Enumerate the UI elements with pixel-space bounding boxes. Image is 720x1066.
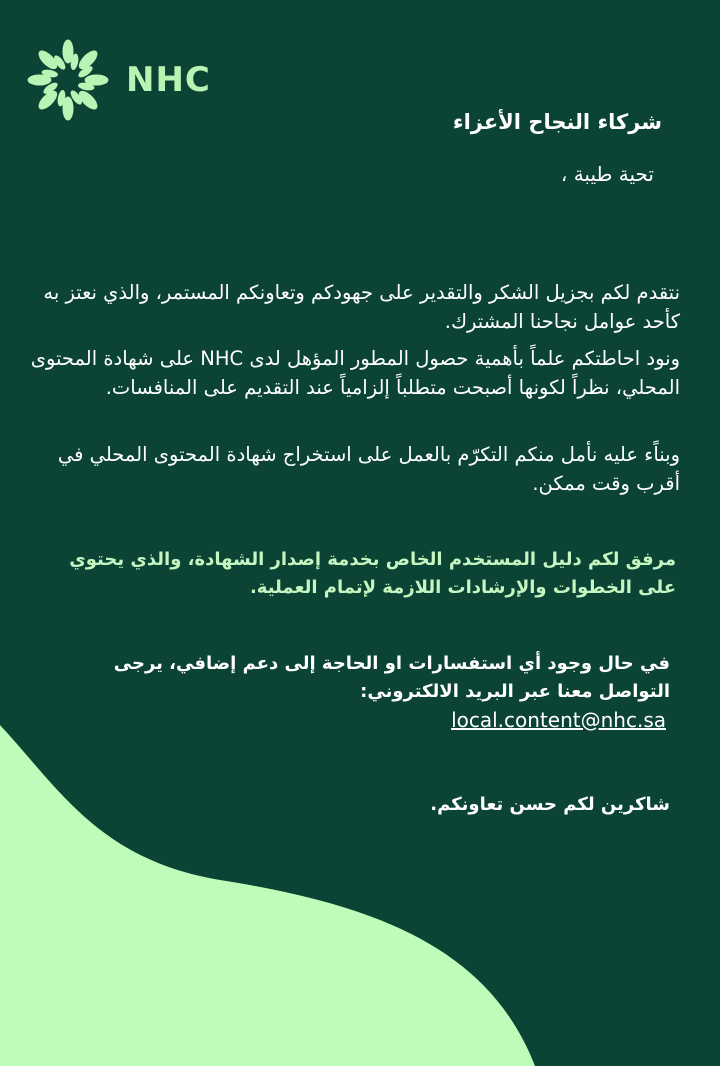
support-note: في حال وجود أي استفسارات او الحاجة إلى دعم إضافي، يرجى التواصل معنا عبر البريد الالكتروني:: [113, 653, 670, 702]
closing-line: شاكرين لكم حسن تعاونكم.: [430, 794, 670, 815]
letter-greeting: تحية طيبة ،: [560, 162, 654, 186]
letter-title: شركاء النجاح الأعزاء: [452, 110, 662, 134]
leaf-wreath-icon: [20, 34, 116, 126]
paragraph-request: وبناًء عليه نأمل منكم التكرّم بالعمل على استخراج شهادة المحتوى المحلي في أقرب وقت ممكن.: [57, 443, 680, 495]
logo-wordmark: NHC: [126, 60, 211, 100]
nhc-logo: [20, 34, 211, 126]
attachment-note: مرفق لكم دليل المستخدم الخاص بخدمة إصدار الشهادة، والذي يحتوي على الخطوات والإرشادات اللازمة لإتمام العملية.: [69, 549, 676, 598]
paragraph-certificate-importance: ونود احاطتكم علماً بأهمية حصول المطور المؤهل لدى NHC على شهادة المحتوى المحلي، نظراً لكونها أصبحت متطلباً إلزامياً عند التقديم على المنافسات.: [30, 347, 680, 399]
email-link[interactable]: local.content@nhc.sa: [451, 708, 666, 732]
paragraph-thanks: نتقدم لكم بجزيل الشكر والتقدير على جهودكم وتعاونكم المستمر، والذي نعتز به كأحد عوامل نجاحنا المشترك.: [43, 281, 680, 333]
